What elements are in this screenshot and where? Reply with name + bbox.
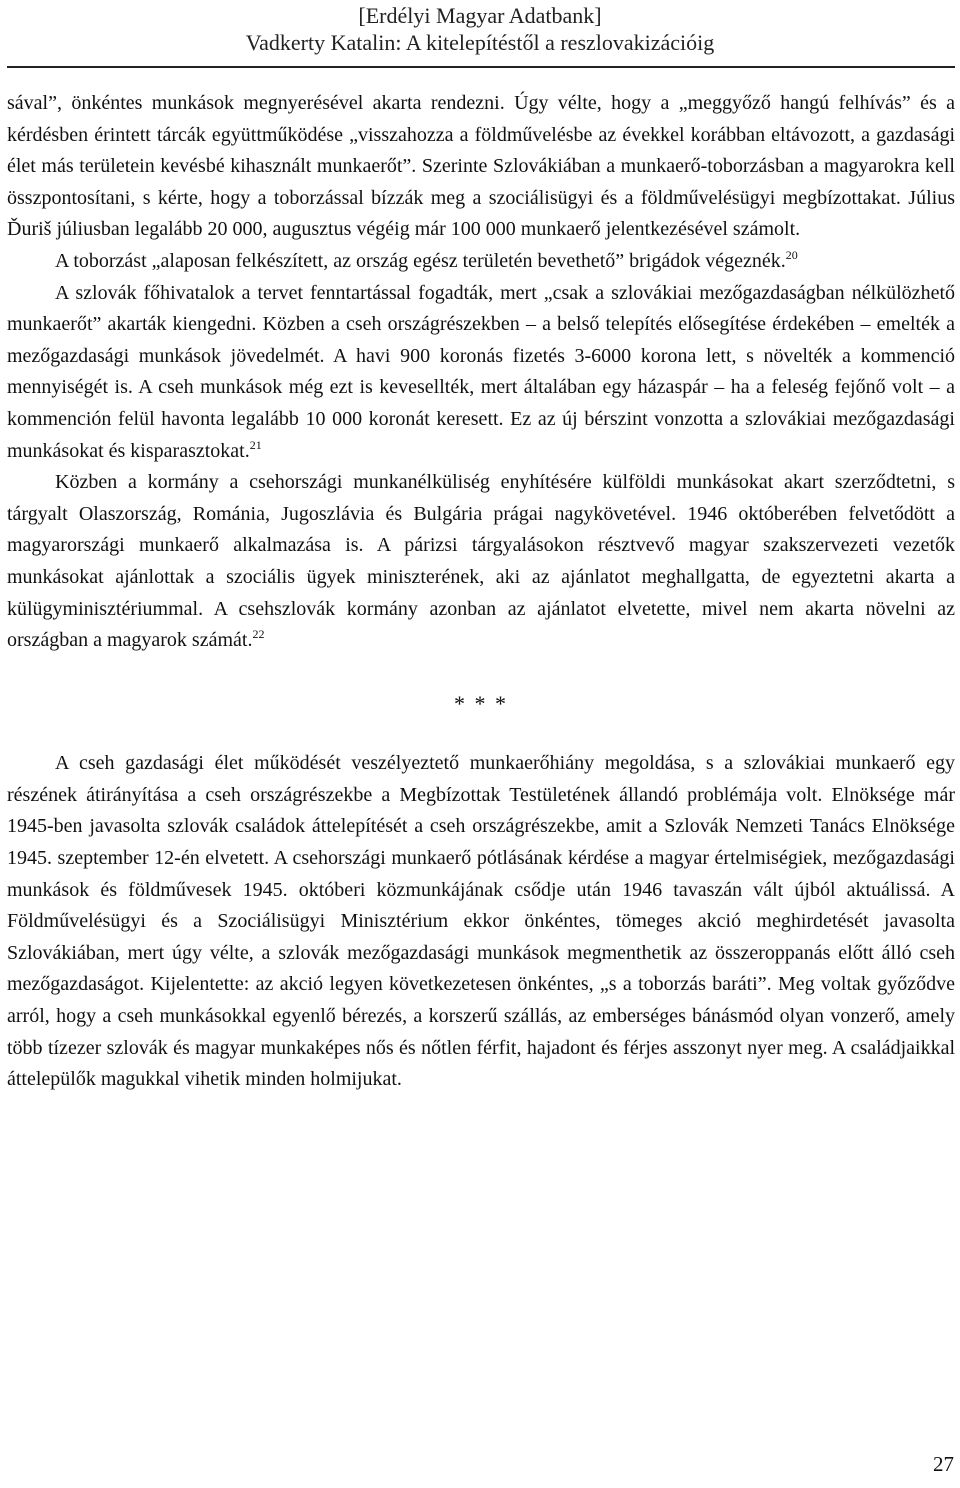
header-title: Vadkerty Katalin: A kitelepítéstől a reszlovakizációig	[245, 30, 715, 55]
header-divider	[7, 66, 955, 68]
section-separator: * * *	[454, 690, 508, 716]
footnote-ref-20[interactable]: 20	[785, 247, 798, 262]
paragraph-4: Közben a kormány a csehországi munkanélküliség enyhítésére külföldi munkásokat akart szerződtetni, s tárgyalt Olaszország, Románia, Jugoszlávia és Bulgária prágai nagykövetével. 1946 októberében felvetődött a magyarországi munkaerő alkalmazása is. A párizsi tárgyalásokon résztvevő magyar szakszervezeti vezetők munkásokat ajánlottak a szociális ügyek miniszterének, aki az ajánlatot meghallgatta, de egyeztetni akarta a külügyminisztériummal. A csehszlovák kormány azonban az ajánlatot elvetette, mivel nem akarta növelni az országban a magyarok számát.$^{22}$	[7, 471, 955, 652]
paragraph-2: A toborzást „alaposan felkészített, az ország egész területén bevethető” brigádok végeznék.$^{20}$	[55, 247, 798, 272]
footnote-ref-21[interactable]: 21	[249, 437, 262, 452]
paragraph-5: A cseh gazdasági élet működését veszélyeztető munkaerőhiány megoldása, s a szlovákiai munkaerő egy részének átirányítása a cseh országrészekbe a Megbízottak Testületének állandó problémája volt. Elnöksége már 1945-ben javasolta szlovák családok áttelepítését a cseh országrészekbe, amit a Szlovák Nemzeti Tanács Elnöksége 1945. szeptember 12-én elvetett. A csehországi munkaerő pótlásának kérdése a magyar értelmiségiek, mezőgazdasági munkások és földművesek 1945. októberi közmunkájának csődje után 1946 tavaszán vált újból aktuálissá. A Földművelésügyi és a Szociálisügyi Minisztérium ekkor önkéntes, tömeges akció meghirdetését javasolta Szlovákiában, mert úgy vélte, a szlovák mezőgazdasági munkások megmenthetik az összeroppanás előtt álló cseh mezőgazdaságot. Kijelentette: az akció legyen következetesen önkéntes, „s a toborzás baráti”. Meg voltak győződve arról, hogy a cseh munkásokkal egyenlő bérezés, a korszerű szállás, az emberséges bánásmód olyan vonzerő, amely több tízezer szlovák és magyar munkaképes nős és nőtlen férfit, hajadont és férjes asszonyt nyer meg. A családjaikkal áttelepülők magukkal vihetik minden holmijukat.	[7, 752, 955, 1091]
paragraph-3: A szlovák főhivatalok a tervet fenntartással fogadták, mert „csak a szlovákiai mezőgazdaságban nélkülözhető munkaerőt” akarták kiengedni. Közben a cseh országrészekben – a belső telepítés elősegítése érdekében – emelték a mezőgazdasági munkások jövedelmét. A havi 900 koronás fizetés 3-6000 korona lett, s növelték a kommenció mennyiségét is. A cseh munkások még ezt is kevesellték, mert általában egy házaspár – ha a feleség fejőnő volt – a kommención felül havonta legalább 10 000 koronát keresett. Ez az új bérszint vonzotta a szlovákiai mezőgazdasági munkásokat és kisparasztokat.$^{21}$	[7, 281, 955, 462]
footnote-ref-22[interactable]: 22	[252, 627, 265, 642]
header-source: [Erdélyi Magyar Adatbank]	[358, 3, 602, 28]
page-header	[0, 2, 960, 57]
document-body	[7, 88, 955, 1096]
page-number: 27	[933, 1452, 954, 1476]
paragraph-1: sával”, önkéntes munkások megnyerésével akarta rendezni. Úgy vélte, hogy a „meggyőző hangú felhívás” és a kérdésben érintett tárcák együttműködése „visszahozza a földművelésbe az évekkel korábban eltávozott, a gazdasági élet más területein kevésbé kihasznált munkaerőt”. Szerinte Szlovákiában a munkaerő-toborzásban a magyarokra kell összpontosítani, s kérte, hogy a toborzással bízzák meg a szociálisügyi és a földművelésügyi megbízottakat. Július Ďuriš júliusban legalább 20 000, augusztus végéig már 100 000 munkaerő jelentkezésével számolt.	[7, 92, 955, 241]
